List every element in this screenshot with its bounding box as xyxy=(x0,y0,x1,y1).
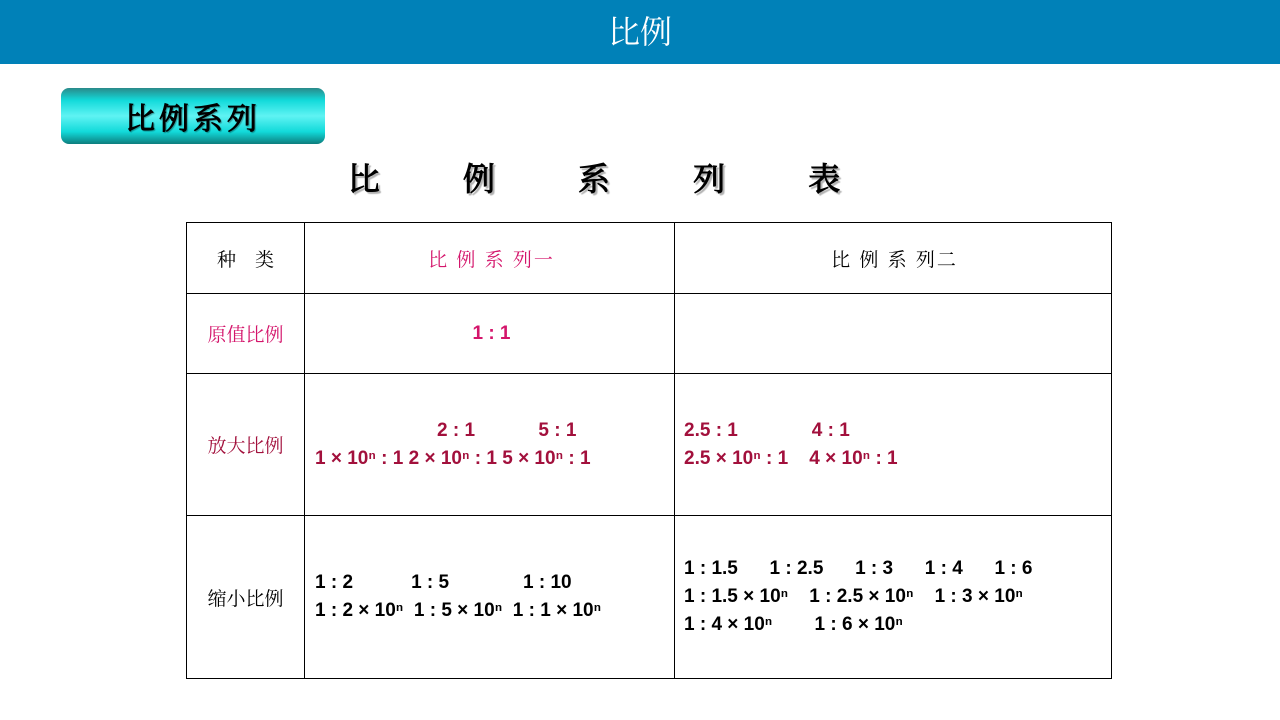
reduce-series2-line3: 1 : 4 × 10ⁿ 1 : 6 × 10ⁿ xyxy=(684,614,903,635)
original-label-cell xyxy=(187,294,305,374)
table-row-reduce xyxy=(187,516,1112,679)
table-row-enlarge xyxy=(187,374,1112,516)
table-title: 比 例 系 列 表 xyxy=(347,160,877,198)
header-bar xyxy=(0,0,1280,64)
reduce-series2-line2: 1 : 1.5 × 10ⁿ 1 : 2.5 × 10ⁿ 1 : 3 × 10ⁿ xyxy=(684,586,1023,607)
enlarge-series2-cell xyxy=(675,374,1112,516)
original-series1-value: 1 : 1 xyxy=(472,322,511,344)
ratio-series-table xyxy=(186,222,1112,679)
series2-header-label: 比 例 系 列二 xyxy=(831,249,958,271)
section-badge-label: 比例系列 xyxy=(125,102,261,137)
series1-header-label: 比 例 系 列一 xyxy=(428,249,555,271)
enlarge-series1-cell xyxy=(305,374,675,516)
page-title: 比例 xyxy=(607,13,672,51)
reduce-series2-cell xyxy=(675,516,1112,679)
original-series2-cell xyxy=(675,294,1112,374)
table-header-row xyxy=(187,223,1112,294)
reduce-label-cell xyxy=(187,516,305,679)
series1-header-cell xyxy=(305,223,675,294)
enlarge-series2-line2: 2.5 × 10ⁿ : 1 4 × 10ⁿ : 1 xyxy=(684,447,898,469)
series2-header-cell xyxy=(675,223,1112,294)
table-row-original xyxy=(187,294,1112,374)
original-label: 原值比例 xyxy=(207,325,284,346)
reduce-label: 缩小比例 xyxy=(207,588,284,610)
type-header-cell xyxy=(187,223,305,294)
type-header-label: 种 类 xyxy=(216,249,274,271)
section-badge xyxy=(61,88,325,144)
enlarge-series1-line2: 1 × 10ⁿ : 1 2 × 10ⁿ : 1 5 × 10ⁿ : 1 xyxy=(315,447,591,469)
reduce-series1-cell xyxy=(305,516,675,679)
enlarge-series2-line1: 2.5 : 1 4 : 1 xyxy=(684,419,850,441)
enlarge-label-cell xyxy=(187,374,305,516)
reduce-series2-line1: 1 : 1.5 1 : 2.5 1 : 3 1 : 4 1 : 6 xyxy=(684,558,1033,579)
enlarge-label: 放大比例 xyxy=(207,436,284,457)
enlarge-series1-line1: 2 : 1 5 : 1 xyxy=(437,419,577,441)
reduce-series1-line2: 1 : 2 × 10ⁿ 1 : 5 × 10ⁿ 1 : 1 × 10ⁿ xyxy=(315,600,602,621)
original-series1-cell xyxy=(305,294,675,374)
reduce-series1-line1: 1 : 2 1 : 5 1 : 10 xyxy=(315,572,572,593)
